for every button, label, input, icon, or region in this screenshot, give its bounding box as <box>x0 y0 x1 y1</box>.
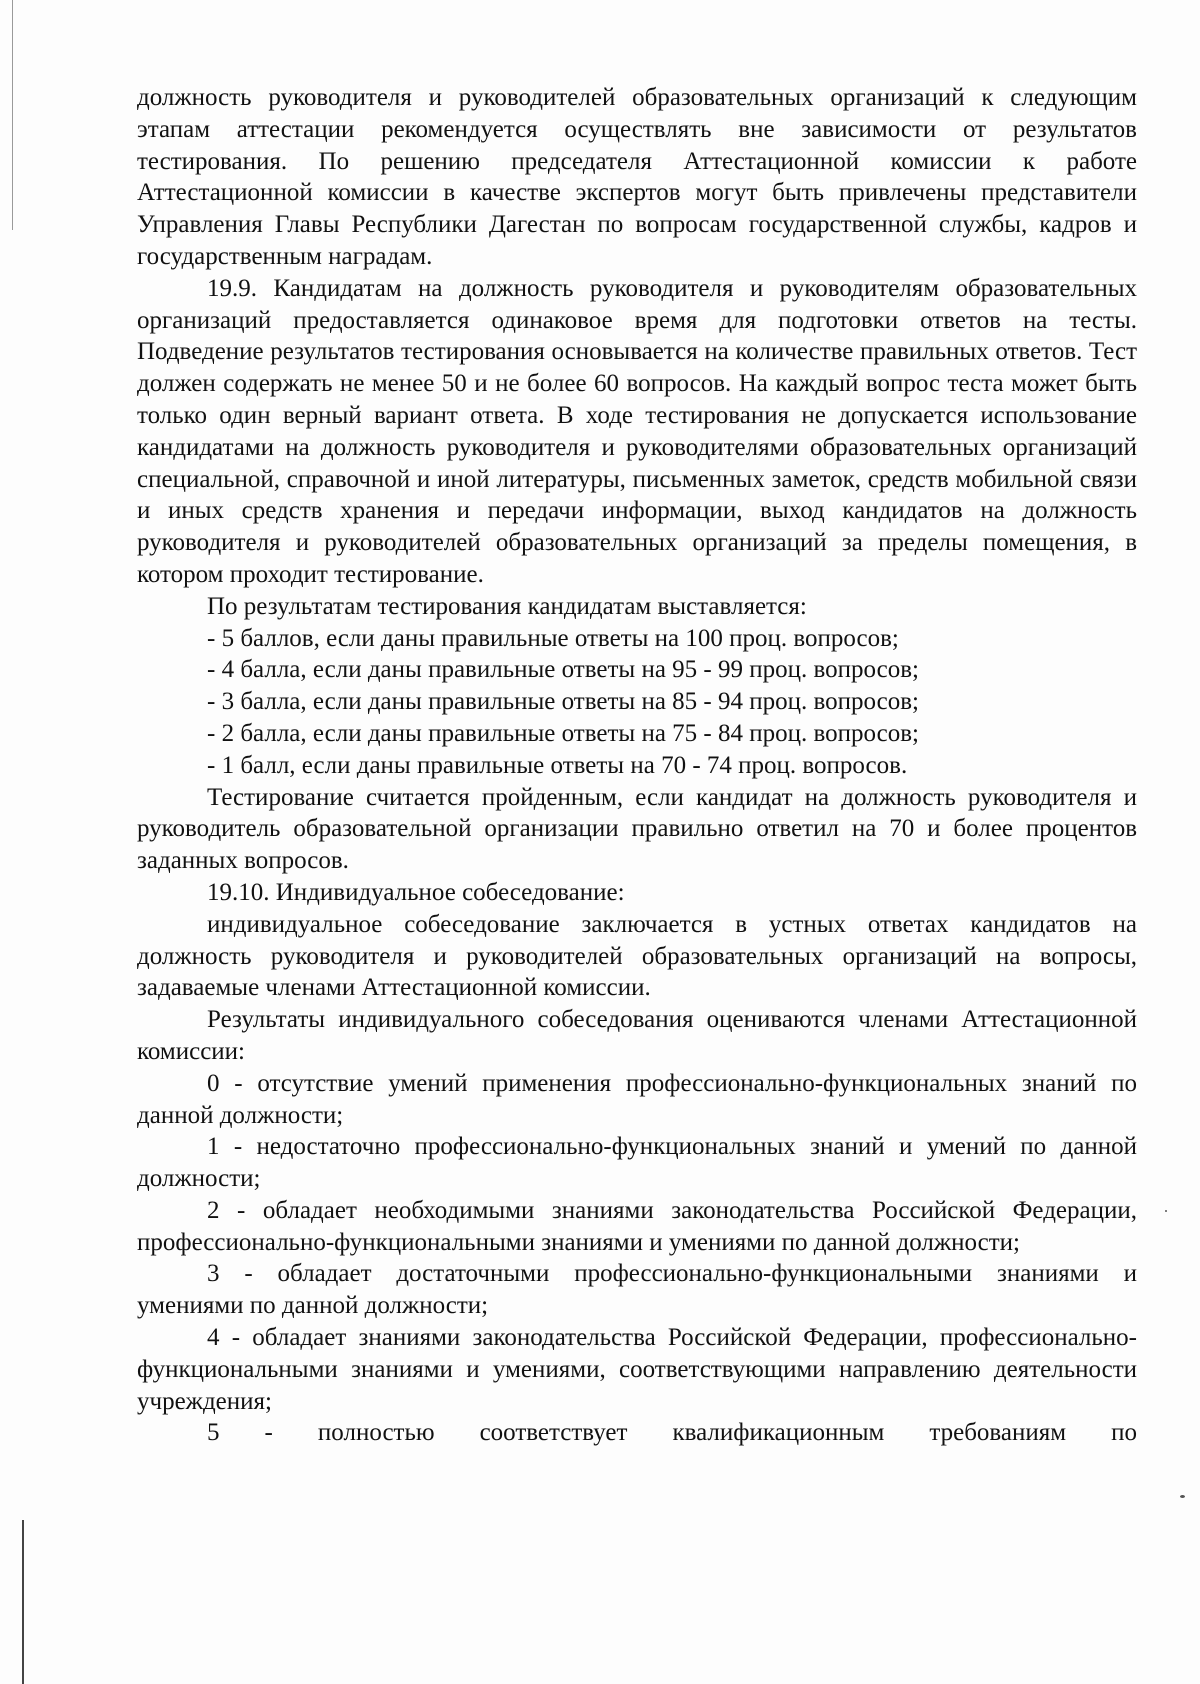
list-item-grade-4: 4 - обладает знаниями законодательства Российской Федерации, профессионально-функциональными знаниями и умениями, соответствующими направлению деятельности учреждения; <box>137 1324 1137 1415</box>
list-item-score-2: - 2 балла, если даны правильные ответы на 75 - 84 проц. вопросов; <box>207 719 919 747</box>
paragraph-test-passed: Тестирование считается пройденным, если кандидат на должность руководителя и руководитель образовательной организации правильно ответил на 70 и более процентов заданных вопросов. <box>137 783 1137 875</box>
scan-edge-line <box>22 1520 24 1684</box>
document-body <box>137 82 1137 1449</box>
paragraph-19-10-heading: 19.10. Индивидуальное собеседование: <box>207 878 625 906</box>
paragraph-19-9: 19.9. Кандидатам на должность руководителя и руководителям образовательных организаций предоставляется одинаковое время для подготовки ответов на тесты. Подведение результатов тестирования основывается на количестве правильных ответов. Тест должен содержать не менее 50 и не более 60 вопросов. На каждый вопрос теста может быть только один верный вариант ответа. В ходе тестирования не допускается использование кандидатами на должность руководителя и руководителями образовательных организаций специальной, справочной и иной литературы, письменных заметок, средств мобильной связи и иных средств хранения и передачи информации, выход кандидатов на должность руководителя и руководителей образовательных организаций за пределы помещения, в котором проходит тестирование. <box>137 274 1137 588</box>
list-item-grade-1: 1 - недостаточно профессионально-функциональных знаний и умений по данной должности; <box>137 1133 1137 1193</box>
list-item-grade-2: 2 - обладает необходимыми знаниями законодательства Российской Федерации, профессионально-функциональными знаниями и умениями по данной должности; <box>137 1196 1137 1256</box>
paragraph-continuation: должность руководителя и руководителей образовательных организаций к следующим этапам аттестации рекомендуется осуществлять вне зависимости от результатов тестирования. По решению председателя Аттестационной комиссии к работе Аттестационной комиссии в качестве экспертов могут быть привлечены представители Управления Главы Республики Дагестан по вопросам государственной службы, кадров и государственным наградам. <box>137 84 1137 270</box>
list-item-grade-5: 5 - полностью соответствует квалификационным требованиям по <box>207 1419 1137 1447</box>
scan-edge-line <box>12 0 13 230</box>
list-item-grade-3: 3 - обладает достаточными профессионально-функциональными знаниями и умениями по данной должности; <box>137 1260 1137 1320</box>
paragraph-interview-results: Результаты индивидуального собеседования оцениваются членами Аттестационной комиссии: <box>137 1006 1137 1065</box>
paragraph-scoring-intro: По результатам тестирования кандидатам выставляется: <box>207 592 807 620</box>
scan-speck <box>1180 1495 1185 1498</box>
list-item-grade-0: 0 - отсутствие умений применения профессионально-функциональных знаний по данной должности; <box>137 1069 1137 1129</box>
list-item-score-5: - 5 баллов, если даны правильные ответы на 100 проц. вопросов; <box>207 624 899 652</box>
scan-speck <box>1165 1210 1167 1212</box>
paragraph-interview-description: индивидуальное собеседование заключается в устных ответах кандидатов на должность руководителя и руководителей образовательных организаций на вопросы, задаваемые членами Аттестационной комиссии. <box>137 910 1137 1002</box>
list-item-score-4: - 4 балла, если даны правильные ответы на 95 - 99 проц. вопросов; <box>207 656 919 684</box>
list-item-score-1: - 1 балл, если даны правильные ответы на 70 - 74 проц. вопросов. <box>207 751 908 779</box>
list-item-score-3: - 3 балла, если даны правильные ответы на 85 - 94 проц. вопросов; <box>207 688 919 716</box>
